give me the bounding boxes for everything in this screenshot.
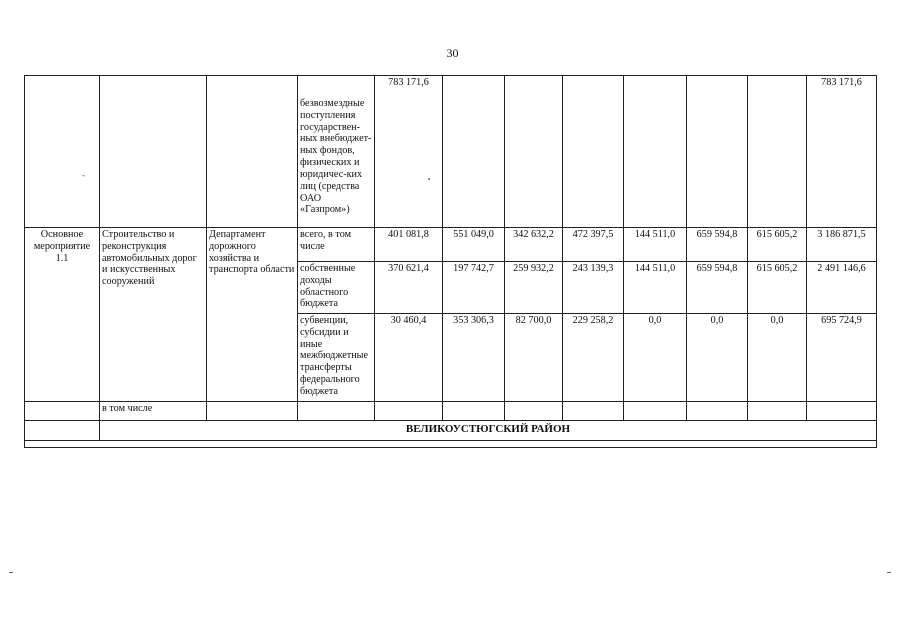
cell-value xyxy=(443,76,505,228)
cell-value: 144 511,0 xyxy=(624,228,687,262)
cell-value: 783 171,6 xyxy=(807,76,877,228)
cell-value: 659 594,8 xyxy=(687,262,748,314)
cell-value xyxy=(687,76,748,228)
cell-source: субвенции, субсидии и иные межбюджетные трансферты федерального бюджета xyxy=(298,314,375,402)
cell-activity-name: Строительство и реконструкция автомобильных дорог и искусственных сооружений xyxy=(100,228,207,402)
cell-value: 659 594,8 xyxy=(687,228,748,262)
cell-value: 82 700,0 xyxy=(505,314,563,402)
cell-value: 783 171,6 xyxy=(375,76,443,228)
cell-value: 3 186 871,5 xyxy=(807,228,877,262)
cell-value: 615 605,2 xyxy=(748,262,807,314)
budget-table xyxy=(24,75,877,448)
cell-source: всего, в том числе xyxy=(298,228,375,262)
cell-empty xyxy=(375,402,443,421)
cell-value xyxy=(624,76,687,228)
cell-empty xyxy=(25,402,100,421)
cell-empty xyxy=(563,402,624,421)
cell-including-label: в том числе xyxy=(100,402,207,421)
cell-value: 370 621,4 xyxy=(375,262,443,314)
cell-value: 197 742,7 xyxy=(443,262,505,314)
cell-value: 229 258,2 xyxy=(563,314,624,402)
cell-empty xyxy=(687,402,748,421)
table-row-total xyxy=(25,228,877,262)
cell-executor: Департамент дорожного хозяйства и транспорта области xyxy=(207,228,298,402)
region-title: ВЕЛИКОУСТЮГСКИЙ РАЙОН xyxy=(100,421,877,441)
cell-empty xyxy=(25,441,877,448)
cell-value: 342 632,2 xyxy=(505,228,563,262)
cell-value xyxy=(563,76,624,228)
cell-value: 0,0 xyxy=(624,314,687,402)
cell-value: 0,0 xyxy=(748,314,807,402)
cell-empty xyxy=(624,402,687,421)
cell-value: 615 605,2 xyxy=(748,228,807,262)
cell-empty xyxy=(748,402,807,421)
cell-value: 0,0 xyxy=(687,314,748,402)
cell-value: 30 460,4 xyxy=(375,314,443,402)
cell-empty xyxy=(207,402,298,421)
cell-value: 551 049,0 xyxy=(443,228,505,262)
page-number: 30 xyxy=(446,46,459,60)
cell-value: 401 081,8 xyxy=(375,228,443,262)
cell-value xyxy=(748,76,807,228)
cell-value: 353 306,3 xyxy=(443,314,505,402)
cell-value: 144 511,0 xyxy=(624,262,687,314)
cell-source: собственные доходы областного бюджета xyxy=(298,262,375,314)
cell-value: 472 397,5 xyxy=(563,228,624,262)
cell-source: безвозмездные поступления государствен-ных внебюджет-ных фондов, физических и юридичес-ких лиц (средства ОАО «Газпром») xyxy=(298,76,375,228)
table-row-region xyxy=(25,421,877,441)
cell-activity-code: Основное мероприятие 1.1 xyxy=(25,228,100,402)
table-row-including xyxy=(25,402,877,421)
cell-empty xyxy=(443,402,505,421)
cell-empty xyxy=(298,402,375,421)
table-row-gratis xyxy=(25,76,877,228)
cell-value: 259 932,2 xyxy=(505,262,563,314)
cell-empty xyxy=(100,76,207,228)
table-row-spacer xyxy=(25,441,877,448)
scan-edge-mark-left xyxy=(9,572,13,573)
cell-value: 243 139,3 xyxy=(563,262,624,314)
cell-empty xyxy=(25,76,100,228)
cell-value: 695 724,9 xyxy=(807,314,877,402)
cell-empty xyxy=(505,402,563,421)
cell-value xyxy=(505,76,563,228)
cell-empty xyxy=(807,402,877,421)
scan-mark: - xyxy=(82,170,85,180)
cell-empty xyxy=(207,76,298,228)
cell-empty xyxy=(25,421,100,441)
scan-edge-mark-right xyxy=(887,572,891,573)
cell-value: 2 491 146,6 xyxy=(807,262,877,314)
